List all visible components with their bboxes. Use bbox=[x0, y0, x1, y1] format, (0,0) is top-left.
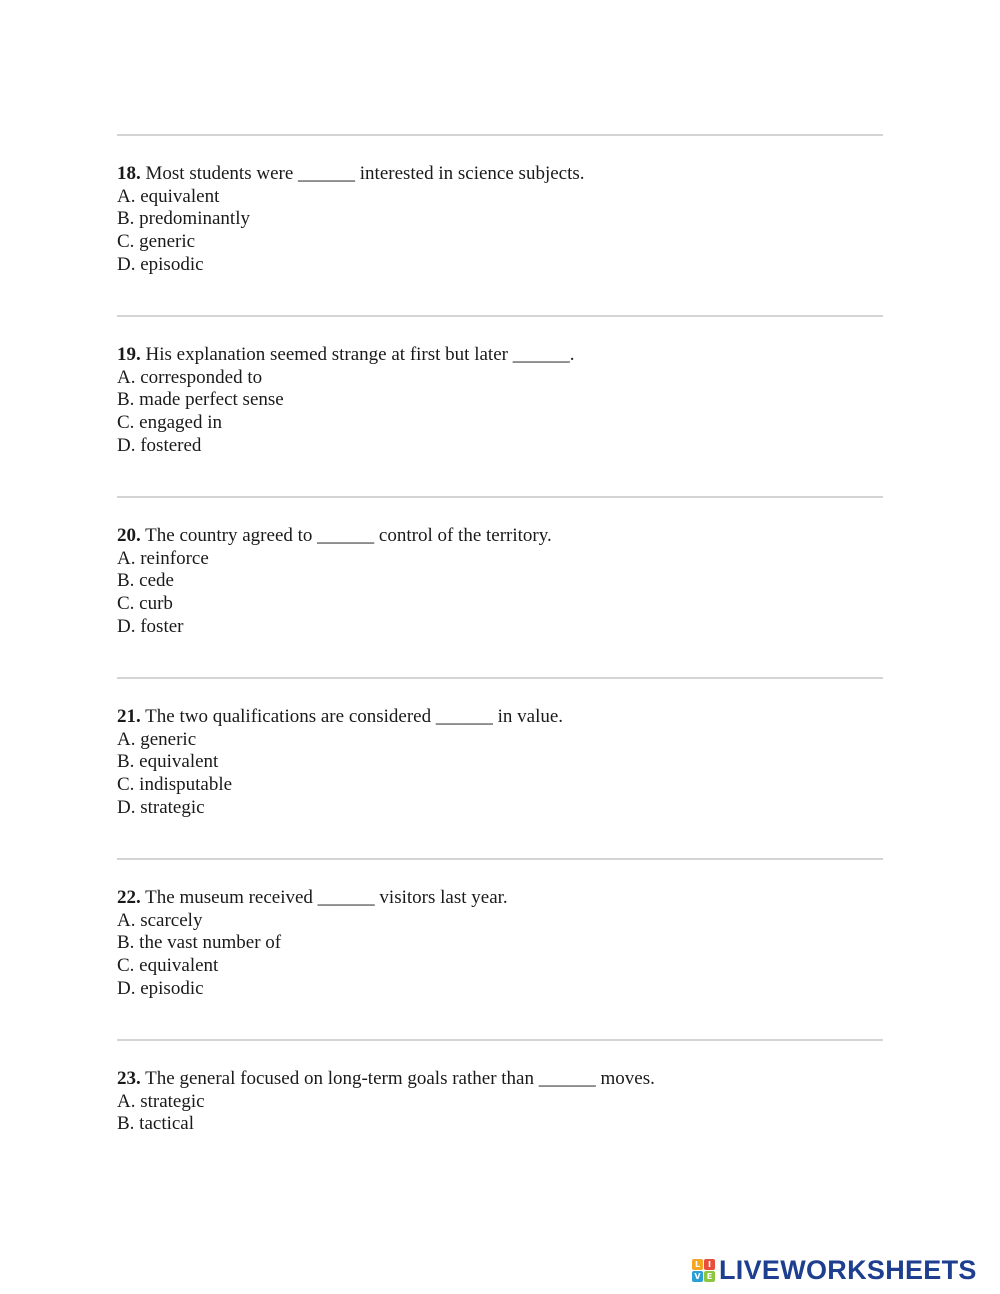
option-d[interactable]: D. fostered bbox=[117, 434, 202, 456]
question-text: His explanation seemed strange at first but later ______. bbox=[145, 344, 575, 365]
question-text: The two qualifications are considered ______ in value. bbox=[145, 706, 564, 727]
liveworksheets-logo bbox=[692, 1257, 977, 1283]
option-c[interactable]: C. equivalent bbox=[117, 955, 219, 977]
logo-text: LIVEWORKSHEETS bbox=[719, 1255, 977, 1285]
option-d[interactable]: D. foster bbox=[117, 615, 184, 637]
option-d[interactable]: D. episodic bbox=[117, 977, 204, 999]
logo-blocks-icon bbox=[692, 1259, 715, 1282]
question-number: 20. bbox=[117, 525, 141, 546]
question-text: Most students were ______ interested in science subjects. bbox=[145, 163, 585, 184]
question-23 bbox=[117, 1068, 883, 1136]
question-stem bbox=[117, 887, 883, 910]
option-d[interactable]: D. episodic bbox=[117, 253, 204, 275]
question-divider bbox=[117, 134, 883, 136]
option-c[interactable]: C. engaged in bbox=[117, 412, 223, 434]
question-stem bbox=[117, 344, 883, 367]
question-divider bbox=[117, 496, 883, 498]
question-divider bbox=[117, 1039, 883, 1041]
question-divider bbox=[117, 677, 883, 679]
option-a[interactable]: A. corresponded to bbox=[117, 366, 263, 388]
option-b[interactable]: B. made perfect sense bbox=[117, 389, 284, 411]
option-d[interactable]: D. strategic bbox=[117, 796, 205, 818]
question-text: The museum received ______ visitors last year. bbox=[145, 887, 508, 908]
question-18 bbox=[117, 163, 883, 277]
logo-block: E bbox=[704, 1271, 715, 1282]
option-b[interactable]: B. predominantly bbox=[117, 208, 250, 230]
question-text: The country agreed to ______ control of the territory. bbox=[145, 525, 552, 546]
question-number: 21. bbox=[117, 706, 141, 727]
question-20 bbox=[117, 525, 883, 639]
question-stem bbox=[117, 163, 883, 186]
option-a[interactable]: A. equivalent bbox=[117, 185, 220, 207]
question-stem bbox=[117, 706, 883, 729]
option-b[interactable]: B. tactical bbox=[117, 1113, 195, 1135]
question-22 bbox=[117, 887, 883, 1001]
question-number: 23. bbox=[117, 1068, 141, 1089]
option-c[interactable]: C. curb bbox=[117, 593, 173, 615]
option-a[interactable]: A. strategic bbox=[117, 1090, 205, 1112]
option-a[interactable]: A. reinforce bbox=[117, 547, 209, 569]
question-divider bbox=[117, 315, 883, 317]
question-21 bbox=[117, 706, 883, 820]
question-number: 22. bbox=[117, 887, 141, 908]
logo-block: I bbox=[704, 1259, 715, 1270]
question-stem bbox=[117, 525, 883, 548]
option-b[interactable]: B. cede bbox=[117, 570, 174, 592]
option-b[interactable]: B. equivalent bbox=[117, 751, 219, 773]
option-c[interactable]: C. generic bbox=[117, 231, 196, 253]
logo-block: L bbox=[692, 1259, 703, 1270]
option-a[interactable]: A. scarcely bbox=[117, 909, 203, 931]
logo-block: V bbox=[692, 1271, 703, 1282]
option-a[interactable]: A. generic bbox=[117, 728, 197, 750]
question-19 bbox=[117, 344, 883, 458]
question-number: 18. bbox=[117, 163, 141, 184]
question-divider bbox=[117, 858, 883, 860]
question-number: 19. bbox=[117, 344, 141, 365]
question-text: The general focused on long-term goals rather than ______ moves. bbox=[145, 1068, 655, 1089]
question-stem bbox=[117, 1068, 883, 1091]
option-c[interactable]: C. indisputable bbox=[117, 774, 233, 796]
option-b[interactable]: B. the vast number of bbox=[117, 932, 282, 954]
